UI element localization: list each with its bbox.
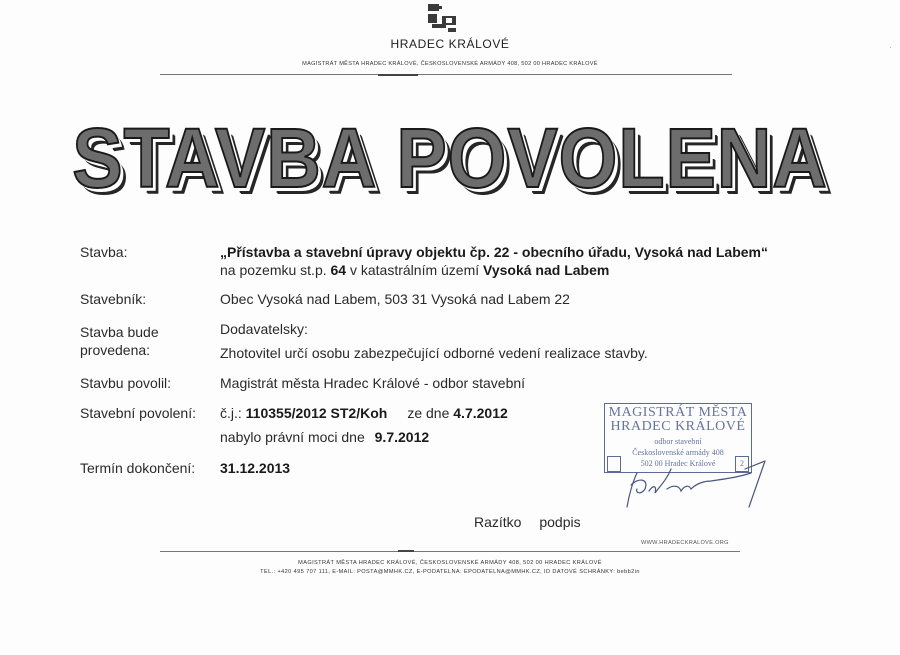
stavba-location-a: na pozemku st.p. <box>220 262 331 278</box>
stavba-location-c: v katastrálním území <box>346 262 484 278</box>
povoleni-cj: 110355/2012 ST2/Koh <box>245 405 388 421</box>
headline: STAVBA POVOLENA <box>72 111 828 205</box>
povolil-value: Magistrát města Hradec Králové - odbor stavební <box>220 375 526 391</box>
stavba-label: Stavba: <box>80 244 128 260</box>
pravni-moc <box>220 429 429 445</box>
termin-label: Termín dokončení: <box>80 460 196 476</box>
termin-value: 31.12.2013 <box>220 460 291 476</box>
stamp-line-2: HRADEC KRÁLOVÉ <box>610 419 746 434</box>
povoleni-ref <box>220 405 508 421</box>
footer-divider-accent <box>398 550 414 552</box>
org-name: HRADEC KRÁLOVÉ <box>390 37 510 51</box>
stamp-number: 2 <box>735 456 749 472</box>
povoleni-cj-prefix: č.j.: <box>220 405 246 421</box>
org-address: MAGISTRÁT MĚSTA HRADEC KRÁLOVÉ, ČESKOSLOVENSKÉ ARMÁDY 408, 502 00 HRADEC KRÁLOVÉ <box>302 61 598 67</box>
footer-contacts: TEL.: +420 495 707 111, E-MAIL: POSTA@MMHK.CZ, E-PODATELNA: EPODATELNA@MMHK.CZ, ID DATOVÉ SCHRÁNKY: bebb2in <box>260 569 640 575</box>
pravni-moc-prefix: nabylo právní moci dne <box>220 429 369 445</box>
stavebnik-value: Obec Vysoká nad Labem, 503 31 Vysoká nad Labem 22 <box>220 291 570 307</box>
povoleni-date: 4.7.2012 <box>453 405 508 421</box>
stavba-location <box>220 262 609 278</box>
provedena-label-1: Stavba bude <box>80 324 159 340</box>
stamp-line-4: Československé armády 408 <box>632 448 724 457</box>
povolil-label: Stavbu povolil: <box>80 375 172 391</box>
provedena-line-2: Zhotovitel určí osobu zabezpečující odborné vedení realizace stavby. <box>220 345 648 361</box>
header-divider-accent <box>378 74 418 76</box>
stamp-signature-label: Razítko podpis <box>474 514 581 530</box>
provedena-label-2: provedena: <box>80 342 151 358</box>
footer-divider <box>160 551 740 552</box>
footer-address: MAGISTRÁT MĚSTA HRADEC KRÁLOVÉ, ČESKOSLOVENSKÉ ARMÁDY 408, 502 00 HRADEC KRÁLOVÉ <box>298 560 602 566</box>
handwritten-signature <box>615 455 775 515</box>
stavebnik-label: Stavebník: <box>80 291 147 307</box>
stavba-title: „Přístavba a stavební úpravy objektu čp. 22 - obecního úřadu, Vysoká nad Labem“ <box>220 244 768 260</box>
stavba-parcel: 64 <box>330 262 347 278</box>
pravni-moc-date: 9.7.2012 <box>374 429 430 445</box>
povoleni-label: Stavební povolení: <box>80 405 196 421</box>
scan-mark: · <box>889 43 892 52</box>
stamp-line-5: 502 00 Hradec Králové <box>640 459 716 468</box>
provedena-line-1: Dodavatelsky: <box>220 321 308 337</box>
stamp-line-3: odbor stavební <box>654 437 702 446</box>
header-divider <box>160 74 732 75</box>
stavba-cadastre: Vysoká nad Labem <box>483 262 610 278</box>
city-logo-icon <box>420 2 462 36</box>
footer-website: WWW.HRADECKRALOVE.ORG <box>641 540 729 546</box>
povoleni-ze-dne: ze dne <box>407 405 454 421</box>
stamp-line-1: MAGISTRÁT MĚSTA <box>608 405 748 420</box>
